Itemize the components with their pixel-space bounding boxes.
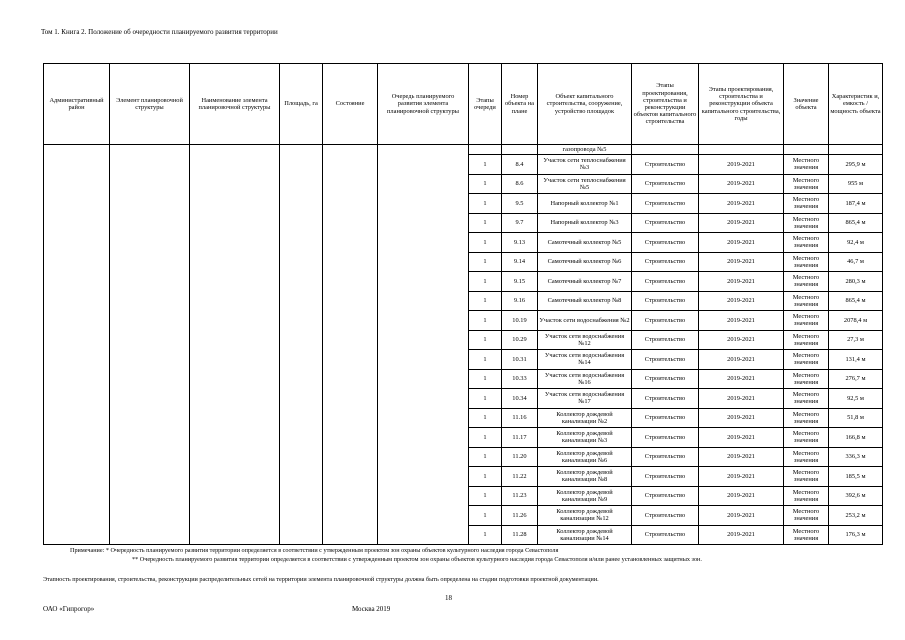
work-cell: Строительство [632, 155, 699, 175]
object-number-cell: 8.4 [502, 155, 538, 175]
object-cell: Коллектор дождевой канализации №3 [538, 428, 632, 448]
stage-cell: 1 [469, 525, 502, 545]
work-cell: Строительство [632, 369, 699, 389]
years-cell: 2019-2021 [699, 389, 784, 409]
header-cell: Номер объекта на плане [502, 64, 538, 145]
object-number-cell: 10.34 [502, 389, 538, 409]
object-number-cell: 11.26 [502, 506, 538, 526]
header-cell: Очередь планируемого развития элемента планировочной структуры [378, 64, 469, 145]
years-cell: 2019-2021 [699, 525, 784, 545]
object-number-cell: 9.7 [502, 213, 538, 233]
object-cell: Участок сети водоснабжения №2 [538, 311, 632, 331]
years-cell: 2019-2021 [699, 291, 784, 311]
work-cell: Строительство [632, 252, 699, 272]
capacity-cell: 280,3 м [829, 272, 883, 292]
object-number-cell [502, 145, 538, 155]
capacity-cell: 276,7 м [829, 369, 883, 389]
stage-cell: 1 [469, 291, 502, 311]
years-cell: 2019-2021 [699, 428, 784, 448]
stage-cell: 1 [469, 369, 502, 389]
stage-cell: 1 [469, 252, 502, 272]
work-cell [632, 145, 699, 155]
capacity-cell: 865,4 м [829, 291, 883, 311]
capacity-cell: 92,4 м [829, 233, 883, 253]
capacity-cell: 295,9 м [829, 155, 883, 175]
footer-org: ОАО «Гипрогор» [43, 605, 95, 613]
area-cell [280, 145, 323, 545]
object-cell: Участок сети водоснабжения №14 [538, 350, 632, 370]
significance-cell: Местного значения [784, 389, 829, 409]
years-cell: 2019-2021 [699, 155, 784, 175]
object-number-cell: 11.17 [502, 428, 538, 448]
stage-cell: 1 [469, 330, 502, 350]
work-cell: Строительство [632, 291, 699, 311]
work-cell: Строительство [632, 506, 699, 526]
capacity-cell: 92,5 м [829, 389, 883, 409]
object-cell: Самотечный коллектор №7 [538, 272, 632, 292]
significance-cell: Местного значения [784, 408, 829, 428]
stage-cell: 1 [469, 272, 502, 292]
stage-cell: 1 [469, 213, 502, 233]
object-cell: Коллектор дождевой канализации №2 [538, 408, 632, 428]
object-cell: Участок сети водоснабжения №12 [538, 330, 632, 350]
years-cell: 2019-2021 [699, 252, 784, 272]
object-number-cell: 11.23 [502, 486, 538, 506]
stage-cell: 1 [469, 389, 502, 409]
capacity-cell: 336,3 м [829, 447, 883, 467]
stage-cell: 1 [469, 408, 502, 428]
years-cell: 2019-2021 [699, 408, 784, 428]
element-name-cell [190, 145, 280, 545]
planning-element-cell [110, 145, 190, 545]
work-cell: Строительство [632, 174, 699, 194]
page-header: Том 1. Книга 2. Положение об очередности планируемого развития территории [41, 28, 278, 36]
note-3: Этапность проектирования, строительства, реконструкции распределительных сетей на территории элемента планировочной структуры должна быть определена на стадии подготовки проектной документации. [43, 576, 599, 583]
stage-cell: 1 [469, 447, 502, 467]
object-cell: Коллектор дождевой канализации №14 [538, 525, 632, 545]
header-cell: Значение объекта [784, 64, 829, 145]
significance-cell: Местного значения [784, 233, 829, 253]
object-number-cell: 9.14 [502, 252, 538, 272]
significance-cell: Местного значения [784, 467, 829, 487]
significance-cell: Местного значения [784, 252, 829, 272]
significance-cell: Местного значения [784, 486, 829, 506]
significance-cell: Местного значения [784, 174, 829, 194]
object-number-cell: 11.28 [502, 525, 538, 545]
significance-cell: Местного значения [784, 311, 829, 331]
significance-cell: Местного значения [784, 155, 829, 175]
object-cell: Участок сети водоснабжения №17 [538, 389, 632, 409]
work-cell: Строительство [632, 447, 699, 467]
work-cell: Строительство [632, 194, 699, 214]
years-cell: 2019-2021 [699, 330, 784, 350]
object-cell: Участок сети теплоснабжения №5 [538, 174, 632, 194]
stage-cell: 1 [469, 311, 502, 331]
significance-cell: Местного значения [784, 291, 829, 311]
header-cell: Этапы проектирования, строительства и реконструкции объекта капитального строительства, годы [699, 64, 784, 145]
note-2: ** Очередность планируемого развития территории определяется в соответствии с утвержденным проектом зон охраны объектов культурного наследия города Севастополя и/или ранее установленных защитных зон. [132, 556, 702, 563]
admin-district-cell [44, 145, 110, 545]
significance-cell: Местного значения [784, 213, 829, 233]
object-number-cell: 8.6 [502, 174, 538, 194]
years-cell: 2019-2021 [699, 467, 784, 487]
years-cell: 2019-2021 [699, 369, 784, 389]
object-number-cell: 9.15 [502, 272, 538, 292]
stage-cell: 1 [469, 506, 502, 526]
significance-cell: Местного значения [784, 525, 829, 545]
object-number-cell: 11.22 [502, 467, 538, 487]
work-cell: Строительство [632, 525, 699, 545]
capacity-cell: 253,2 м [829, 506, 883, 526]
object-cell: Участок сети теплоснабжения №3 [538, 155, 632, 175]
header-cell: Характеристик и, емкость / мощность объекта [829, 64, 883, 145]
object-cell: Коллектор дождевой канализации №12 [538, 506, 632, 526]
work-cell: Строительство [632, 486, 699, 506]
work-cell: Строительство [632, 311, 699, 331]
work-cell: Строительство [632, 213, 699, 233]
work-cell: Строительство [632, 330, 699, 350]
years-cell: 2019-2021 [699, 350, 784, 370]
object-number-cell: 9.13 [502, 233, 538, 253]
header-cell: Этапы очереди [469, 64, 502, 145]
header-cell: Площадь, га [280, 64, 323, 145]
work-cell: Строительство [632, 350, 699, 370]
stage-cell: 1 [469, 155, 502, 175]
header-cell: Элемент планировочной структуры [110, 64, 190, 145]
stage-cell: 1 [469, 350, 502, 370]
header-cell: Состояние [323, 64, 378, 145]
capacity-cell: 46,7 м [829, 252, 883, 272]
object-cell: Самотечный коллектор №8 [538, 291, 632, 311]
capacity-cell: 51,8 м [829, 408, 883, 428]
work-cell: Строительство [632, 272, 699, 292]
years-cell: 2019-2021 [699, 233, 784, 253]
header-cell: Этапы проектирования, строительства и реконструкции объектов капитального строительства [632, 64, 699, 145]
capacity-cell: 2078,4 м [829, 311, 883, 331]
work-cell: Строительство [632, 233, 699, 253]
capacity-cell: 166,8 м [829, 428, 883, 448]
years-cell [699, 145, 784, 155]
significance-cell: Местного значения [784, 350, 829, 370]
capacity-cell: 865,4 м [829, 213, 883, 233]
stage-cell: 1 [469, 486, 502, 506]
capacity-cell: 955 м [829, 174, 883, 194]
object-cell: Коллектор дождевой канализации №6 [538, 447, 632, 467]
object-cell: Напорный коллектор №3 [538, 213, 632, 233]
capacity-cell: 27,3 м [829, 330, 883, 350]
object-number-cell: 9.16 [502, 291, 538, 311]
years-cell: 2019-2021 [699, 194, 784, 214]
continuation-row [44, 145, 883, 155]
significance-cell: Местного значения [784, 506, 829, 526]
note-1: Примечание: * Очередность планируемого развития территории определяется в соответствии с утвержденным проектом зон охраны объектов культурного наследия города Севастополя [70, 547, 559, 554]
significance-cell: Местного значения [784, 428, 829, 448]
years-cell: 2019-2021 [699, 447, 784, 467]
stage-cell: 1 [469, 194, 502, 214]
work-cell: Строительство [632, 389, 699, 409]
significance-cell: Местного значения [784, 194, 829, 214]
significance-cell: Местного значения [784, 272, 829, 292]
capacity-cell: 392,6 м [829, 486, 883, 506]
capacity-cell: 131,4 м [829, 350, 883, 370]
state-cell [323, 145, 378, 545]
object-cell: Коллектор дождевой канализации №9 [538, 486, 632, 506]
object-number-cell: 11.20 [502, 447, 538, 467]
object-number-cell: 9.5 [502, 194, 538, 214]
years-cell: 2019-2021 [699, 213, 784, 233]
years-cell: 2019-2021 [699, 272, 784, 292]
queue-cell [378, 145, 469, 545]
header-cell: Объект капитального строительства, сооружение, устройство площадок [538, 64, 632, 145]
stage-cell: 1 [469, 467, 502, 487]
stages-table [43, 63, 883, 545]
capacity-cell: 187,4 м [829, 194, 883, 214]
object-cell: Самотечный коллектор №5 [538, 233, 632, 253]
capacity-cell: 176,3 м [829, 525, 883, 545]
significance-cell [784, 145, 829, 155]
capacity-cell: 185,5 м [829, 467, 883, 487]
table-header-row [44, 64, 883, 145]
stage-cell [469, 145, 502, 155]
object-number-cell: 11.16 [502, 408, 538, 428]
footer-city-year: Москва 2019 [352, 605, 391, 613]
object-cell: газопровода №5 [538, 145, 632, 155]
capacity-cell [829, 145, 883, 155]
work-cell: Строительство [632, 408, 699, 428]
page-number: 18 [445, 594, 452, 602]
stage-cell: 1 [469, 174, 502, 194]
object-number-cell: 10.29 [502, 330, 538, 350]
object-number-cell: 10.19 [502, 311, 538, 331]
object-cell: Напорный коллектор №1 [538, 194, 632, 214]
header-cell: Административный район [44, 64, 110, 145]
object-number-cell: 10.31 [502, 350, 538, 370]
object-number-cell: 10.33 [502, 369, 538, 389]
years-cell: 2019-2021 [699, 174, 784, 194]
significance-cell: Местного значения [784, 369, 829, 389]
significance-cell: Местного значения [784, 447, 829, 467]
work-cell: Строительство [632, 428, 699, 448]
stage-cell: 1 [469, 233, 502, 253]
work-cell: Строительство [632, 467, 699, 487]
object-cell: Самотечный коллектор №6 [538, 252, 632, 272]
stage-cell: 1 [469, 428, 502, 448]
years-cell: 2019-2021 [699, 486, 784, 506]
years-cell: 2019-2021 [699, 311, 784, 331]
object-cell: Участок сети водоснабжения №16 [538, 369, 632, 389]
header-cell: Наименование элемента планировочной структуры [190, 64, 280, 145]
significance-cell: Местного значения [784, 330, 829, 350]
object-cell: Коллектор дождевой канализации №8 [538, 467, 632, 487]
years-cell: 2019-2021 [699, 506, 784, 526]
